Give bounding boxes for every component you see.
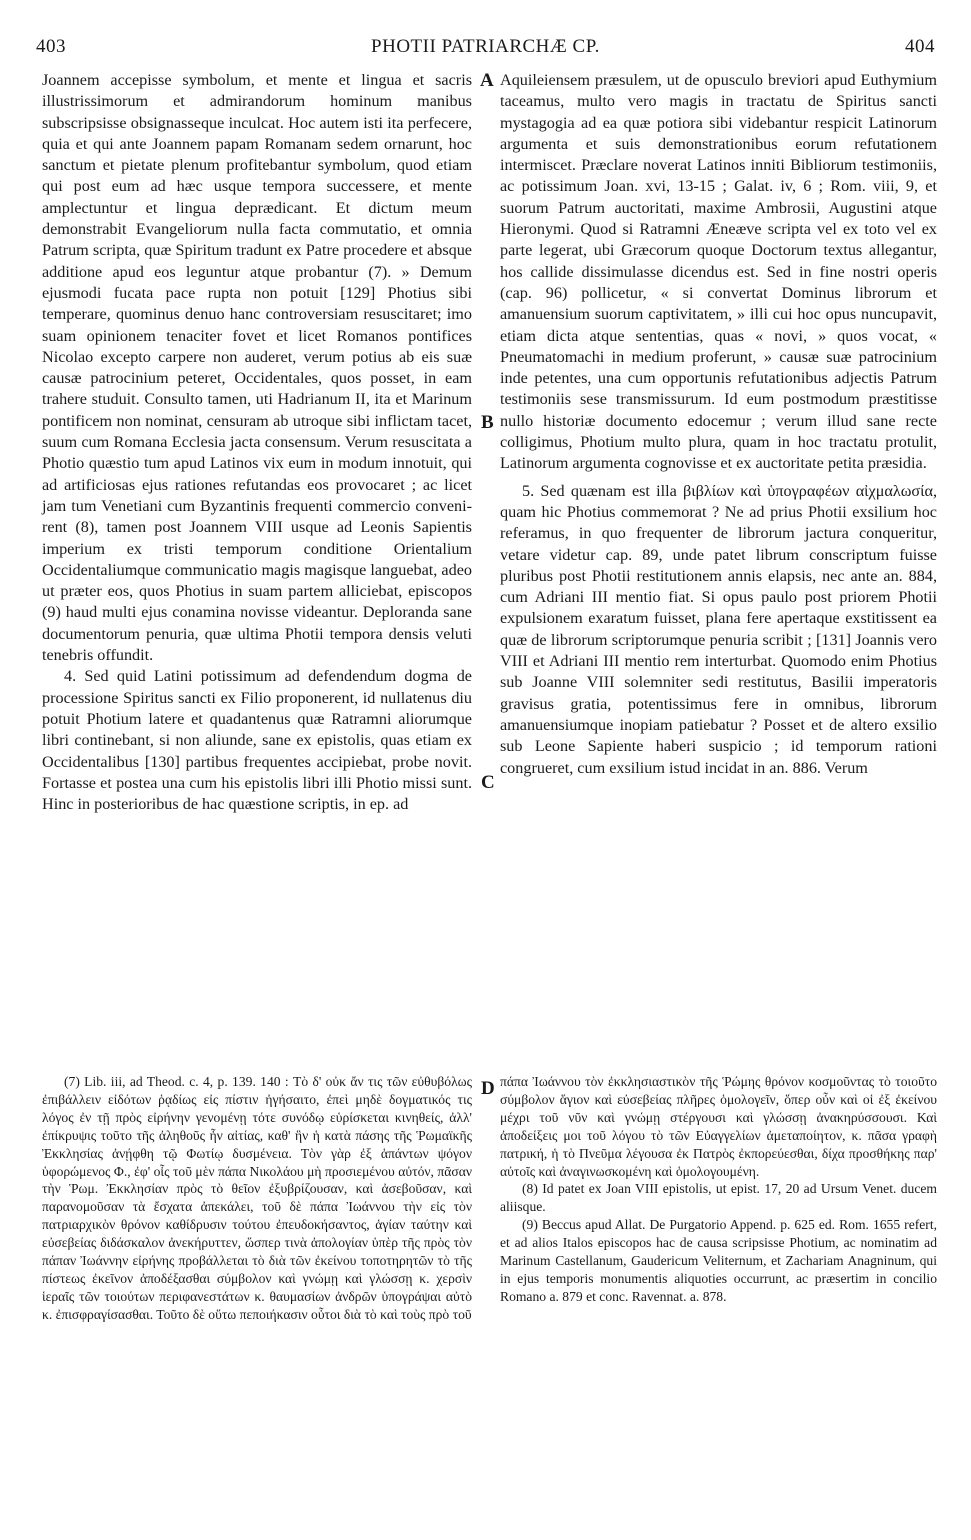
footnotes-right <box>500 1073 937 1306</box>
section-marker-c: C <box>481 772 495 793</box>
paragraph-section-4: 4. Sed quid Latini potissimum ad defendendum dogma de processione Spiritus sancti ex Filio proponerent, id nullatenus diu potuit Photium latere et quadantenus quæ Ratramni aliorumque libri continebant, si non aliunde, sane ex epistolis, quas etiam ex Occidentalibus [130] partibus frequentes accipiebat, probe novit. Fortasse et postea una cum his epistolis libri illi Photio missi sunt. Hinc in posterioribus de hac quæstione scriptis, in ep. ad <box>42 667 472 814</box>
right-text-column <box>500 70 937 779</box>
footnote-9: (9) Beccus apud Allat. De Purgatorio Append. p. 625 ed. Rom. 1655 refert, et ad alios Italos episcopos hac de causa scripsisse Photium, ac nominatim ad Marinum Castellanum, Gaudericum Veliternum, et Zachariam Anagninum, qui in ejus temporis monumentis aliquoties occurrunt, ac præsertim in concilio Romano a. 879 et conc. Ravennat. a. 878. <box>500 1217 937 1304</box>
footnote-7: (7) Lib. iii, ad Theod. c. 4, p. 139. 140 : Τὸ δ' οὐκ ἄν τις τῶν εὐθυβόλως ἐπιβάλλειν εἰδότων ῥᾳδίως εἰς πίστιν ἠγήσαιτο, ἐπεὶ μηδὲ δογματικός τις λόγος ἐν τῇ πρὸς εἰρήνην γενομένῃ τότε συνόδῳ εὑρίσκεται κινηθείς, ἀλλ' ἐπίκρυψις τοῦτο τῆς ἀληθοῦς ἦν αἰτίας, καθ' ἣν ἡ κατὰ πάσης τῆς Ῥωμαϊκῆς Ἐκκλησίας ἀνῄφθη τῷ Φωτίῳ δυσμένεια. Τὸν γὰρ ἐξ ἁπάντων ψόγον ὑφορώμενος Φ., ἐφ' οἷς τοῦ μὲν πάπα Νικολάου μὴ προσιεμένου αὐτόν, πᾶσαν τὴν Ῥωμ. Ἐκκλησίαν πρὸς τὸ θεῖον ἐξυβρίζουσαν, καὶ ἀσεβοῦσαν, καὶ παρανομοῦσαν τὰ ἔσχατα ἀπεκάλει, τοῦ δὲ πάπα Ἰωάννου τὴν εἰς τὸν πατριαρχικὸν θρόνον καθίδρυσιν τούτου ἐπευδοκήσαντος, ἁγίαν ταύτην καὶ εὐσεβείας διδάσκαλον ἀνεκήρυττεν, ὥσπερ τινὰ ἀπολογίαν ὑπὲρ τῆς πρὸς τὸν πάπαν Ἰωάννην εἰρήνης προβάλλεται τὸ διὰ τῶν ἐκείνου τοποτηρητῶν τὸ τῆς πίστεως ἐκεῖνον ἀποδέξασθαι σύμβολον καὶ γνώμῃ καὶ γλώσσῃ κ. χερσὶν ἱεραῖς τῶν τοιούτων περιφανεστάτων κ. θαυμασίων ἀνδρῶν ὑπογράψαι αὐτὸ κ. ἐπισφραγίσασθαι. Τοῦτο δὲ οὕτω πεποιήκασιν οὗτοι διὰ τὸ καὶ τοὺς πρὸ τοῦ <box>42 1074 472 1322</box>
running-header <box>36 36 935 66</box>
page-number-left: 403 <box>36 36 66 57</box>
paragraph-section-5: 5. Sed quænam est illa βιβλίων καὶ ὑπογραφέων αἰχμαλωσία, quam hic Photius commemorat ? Ne ad prius Photii exsilium hoc referamus, in quo frequenter de librorum jactura conqueritur, vetare videtur cap. 89, unde patet librum conscriptum fuisse pluribus post Photii restitutionem annis elapsis, nec ante an. 884, cum Adriani III mentio fiat. Si opus paulo post priorem Photii expulsionem exaratum fuisset, plana fere apertaque exstitissent ea quæ de librorum scriptorumque penuria scribit ; [131] Joannis vero VIII et Adriani III mentio rem interturbat. Quomodo enim Photius sub Joanne VIII solemniter sedi restitutus, Basilii imperatoris gravisus gratia, potentissimus fere in omnibus, librorum amanuensiumque inopiam patiebatur ? Posset et de altero exsilio sub Leone Sapiente haberi suspicio ; id temporum rationi congrueret, cum exsilium istud incidat in an. 886. Verum <box>500 481 937 777</box>
section-marker-d: D <box>481 1078 495 1099</box>
footnote-8: (8) Id patet ex Joan VIII epistolis, ut epist. 17, 20 ad Ursum Venet. ducem aliisque. <box>500 1181 937 1215</box>
paragraph: Aquileiensem præsulem, ut de opusculo breviori apud Euthymium taceamus, multo vero magis in tractatu de Spiritus sancti mystagogia ad ea quæ potiora sibi videbantur respicit Latinorum argumenta et suis demonstrationibus eorum refutationem intermiscet. Præclare noverat Latinos inniti Bibliorum testimoniis, ac potissimum Joan. xvi, 13-15 ; Galat. iv, 6 ; Rom. viii, 9, et suorum Patrum auctoritati, maxime Ambrosii, Augustini atque Hieronymi. Quod si Ratramni Æneæve scripta vel ex toto vel ex parte legerat, ubi Græcorum quoque Doctorum textus allegantur, hos callide dissimulasse dicendus est. Sed in fine nostri operis (cap. 96) pollicetur, « si convertat Dominus librorum et amanuensium suorum captivitatem, » illi cui hoc opus nuncupavit, etiam dicta atque sententias, quas « novi, » quos vocat, « Pneumatomachi in medium proferunt, » causæ suæ patrocinium inde petentes, una cum opportunis refutationibus adjectis Patrum testimoniis sese transmissurum. Id eum postmodum præstitisse nullo historiæ documento edocemur ; verum illud sane recte colligimus, Photium multo plura, quam in hoc tractatu protulit, Latinorum argumenta cognovisse et ex auctoritate petita præsidia. <box>500 71 937 473</box>
page-number-right: 404 <box>905 36 935 57</box>
paragraph: Joannem accepisse symbolum, et mente et lingua et sacris illustrissimorum et admirandorum hominum manibus subscripsisse obsignasseque inculcat. Hoc autem isti ita perfecere, quia et qui ante Joannem papam Romanam sedem ornarunt, hoc sanctum et pietate plenum profitebantur symbolum, quod etiam qui post eum ad hæc usque tempora successere, et mente amplectuntur et lingua deprædicant. Et dictum meum demonstrabit Evangeliorum nulla facta commutatio, et omnia Patrum scripta, quæ Spiritum tradunt ex Patre procedere et absque additione apud eos leguntur atque probantur (7). » Demum ejusmodi fucata pace rupta non potuit [129] Photius sibi temperare, quominus denuo hanc controversiam resuscitaret; imo suam opinionem tenaciter fovet et licet Romanos pontifices Nicolao excepto carpere non auderet, verum potius ab eis suæ causæ patrocinium peteret, Occidentales, quos posset, in eam trahere studuit. Consulto tamen, uti Hadrianum II, ita et Marinum pontificem non nominat, censuram ab utroque sibi inflictam tacet, suum cum Romana Ecclesia jacta consensum. Verum resuscitata a Photio quæstio tum apud Latinos vix eum in modum innotuit, qui ad artificiosas ejus rationes refutandas eos provocaret ; ac licet jam tum Venetiani cum Byzantinis frequenti commercio conveni-rent (8), tamen post Joannem VIII usque ad Leonis Sapientis imperium ex tristi temporum conditione Orientalium Occidentaliumque communicatio magis magisque languebat, adeo ut præter eos, quos Photius in suam partem alliciebat, episcopos (9) haud multi ejus conamina novisse videantur. Deploranda sane documentorum penuria, quæ ultima Photii tempora densis veluti tenebris offundit. <box>42 71 472 665</box>
running-title: PHOTII PATRIARCHÆ CP. <box>371 36 600 57</box>
section-marker-a: A <box>480 70 494 91</box>
footnotes-left <box>42 1073 472 1324</box>
footnote-7-continued: πάπα Ἰωάννου τὸν ἐκκλησιαστικὸν τῆς Ῥώμης θρόνον κοσμοῦντας τὸ τοιοῦτο σύμβολον ἅγιον καὶ εὐσεβείας πλῆρες ὁμολογεῖν, ὅπερ οὖν καὶ οἱ ἐξ ἐκείνου μέχρι τοῦ νῦν καὶ γνώμῃ στέργουσι καὶ γλώσσῃ ἀνακηρύσσουσι. Καὶ ἀποδείξεις μοι τοῦ λόγου τὸ τῶν Εὐαγγελίων ἀμεταποίητον, κ. πᾶσα γραφὴ πατρική, ἡ τὸ Πνεῦμα λέγουσα ἐκ Πατρὸς ἐκπορεύεσθαι, δίχα προσθήκης παρ' αὐτοῖς καὶ ἀναγινωσκομένη καὶ ὁμολογουμένη. <box>500 1074 937 1179</box>
left-text-column <box>42 70 472 815</box>
section-marker-b: B <box>481 412 494 433</box>
